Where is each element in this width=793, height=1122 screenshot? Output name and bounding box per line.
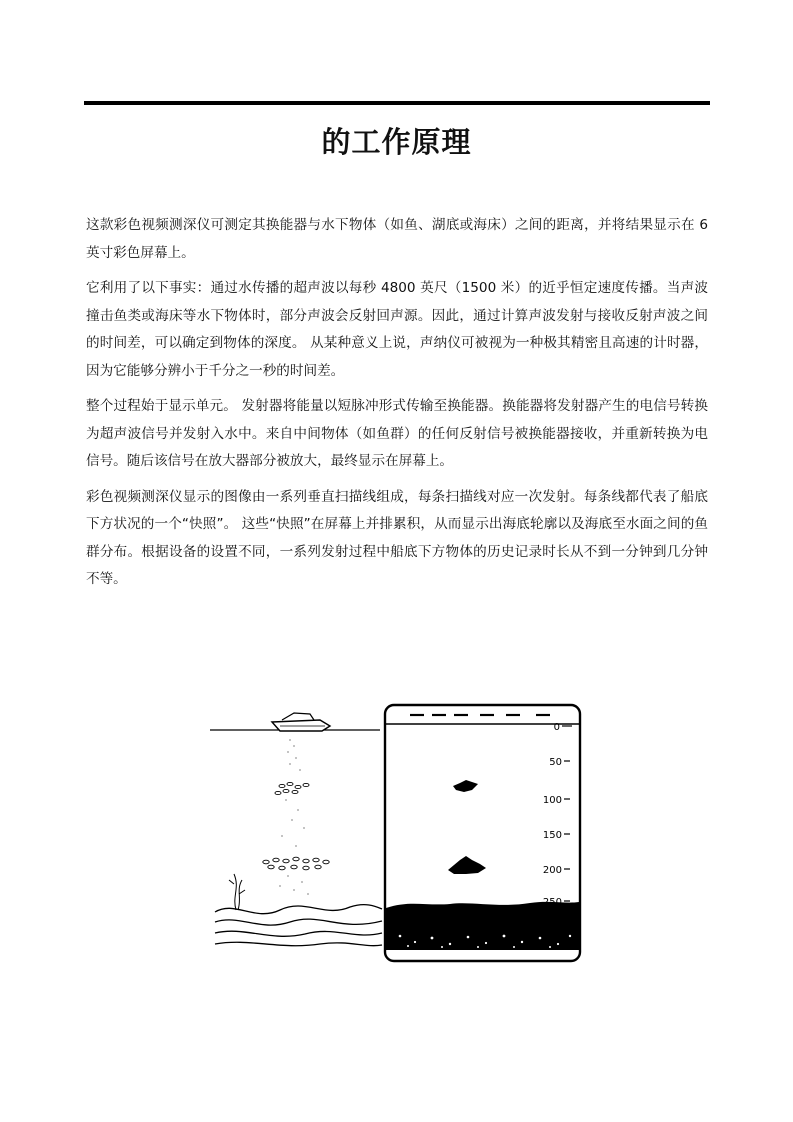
fish-school-lower bbox=[263, 857, 329, 870]
depth-label-100: 100 bbox=[542, 795, 562, 806]
sonar-illustration bbox=[210, 700, 590, 965]
body-text bbox=[86, 212, 708, 602]
paragraph-1: 这款彩色视频测深仪可测定其换能器与水下物体（如鱼、湖底或海床）之间的距离，并将结果显示在 6 英寸彩色屏幕上。 bbox=[86, 217, 708, 261]
paragraph-4: 彩色视频测深仪显示的图像由一系列垂直扫描线组成，每条扫描线对应一次发射。每条线都代表了船底下方状况的一个“快照”。 这些“快照”在屏幕上并排累积，从而显示出海底轮廓以及海底至水面之间的鱼群分布。根据设备的设置不同，一系列发射过程中船底下方物体的历史记录时长从不到一分钟到几分钟不等。 bbox=[86, 488, 708, 587]
depth-label-150: 150 bbox=[542, 830, 562, 841]
depth-label-0: 0 bbox=[553, 722, 560, 733]
paragraph-2: 它利用了以下事实：通过水传播的超声波以每秒 4800 英尺（1500 米）的近乎恒定速度传播。当声波撞击鱼类或海床等水下物体时，部分声波会反射回声源。因此，通过计算声波发射与接收反射声波之间的时间差，可以确定到物体的深度。 从某种意义上说，声纳仪可被视为一种极其精密且高速的计时器，因为它能够分辨小于千分之一秒的时间差。 bbox=[86, 280, 708, 379]
seaweed-icon bbox=[229, 874, 245, 910]
top-rule bbox=[84, 101, 710, 105]
sonar-beam bbox=[279, 739, 309, 895]
page-title: 的工作原理 bbox=[321, 125, 472, 159]
seafloor bbox=[215, 905, 382, 946]
depth-label-50: 50 bbox=[549, 757, 562, 768]
paragraph-3: 整个过程始于显示单元。 发射器将能量以短脉冲形式传输至换能器。换能器将发射器产生的电信号转换为超声波信号并发射入水中。来自中间物体（如鱼群）的任何反射信号被换能器接收，并重新转换为电信号。随后该信号在放大器部分被放大，最终显示在屏幕上。 bbox=[86, 398, 708, 469]
depth-label-200: 200 bbox=[542, 865, 562, 876]
boat-icon bbox=[272, 713, 330, 731]
fish-school-upper bbox=[275, 782, 309, 794]
